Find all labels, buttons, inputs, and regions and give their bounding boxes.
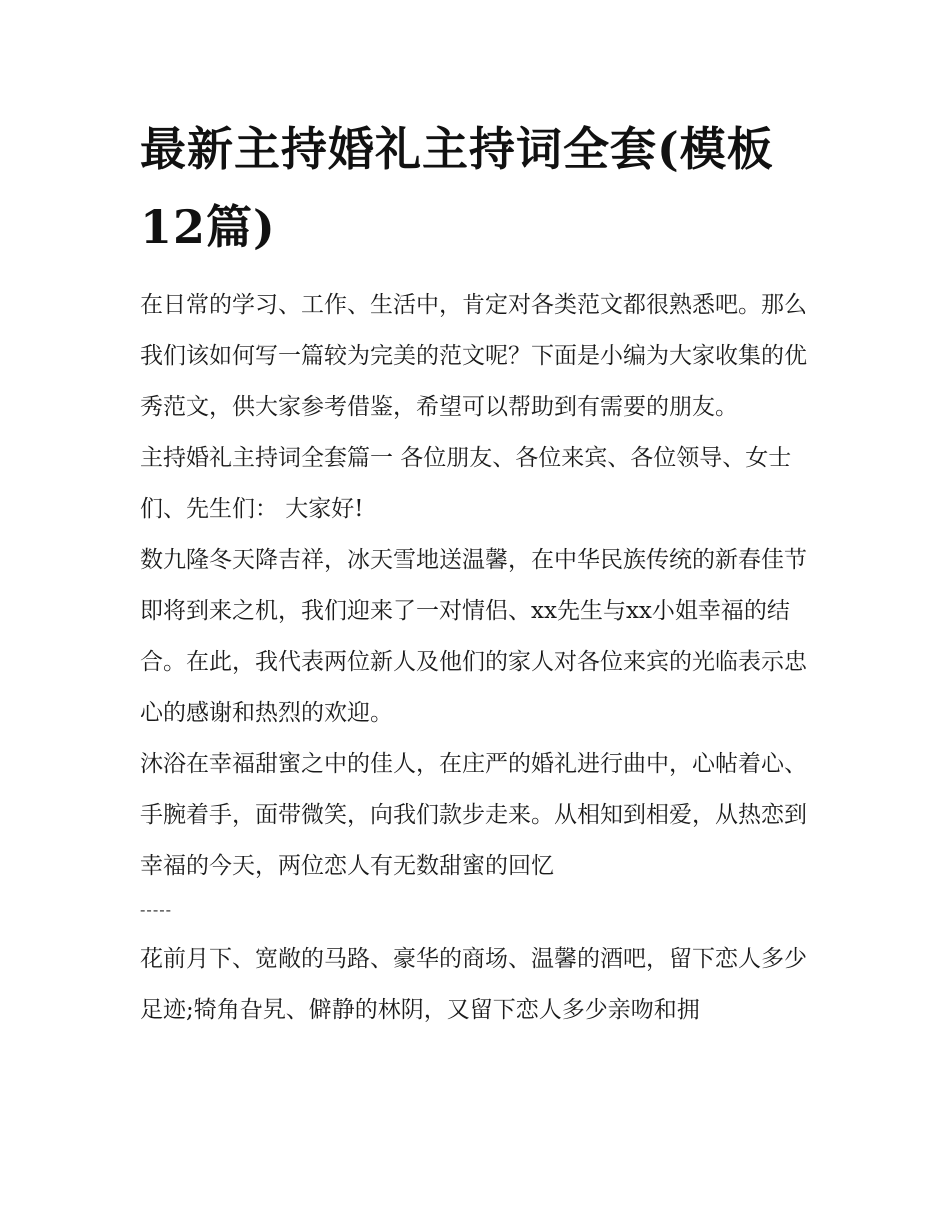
continuation-paragraph: 花前月下、宽敞的马路、豪华的商场、温馨的酒吧，留下恋人多少足迹;犄角旮旯、僻静的林阴，又留下恋人多少亲吻和拥 <box>140 946 807 1023</box>
document-title: 最新主持婚礼主持词全套(模板12篇) <box>140 122 774 254</box>
section-separator: ----- <box>140 900 173 919</box>
couple-paragraph: 沐浴在幸福甜蜜之中的佳人，在庄严的婚礼进行曲中，心帖着心、手腕着手，面带微笑，向我们款步走来。从相知到相爱，从热恋到幸福的今天，两位恋人有无数甜蜜的回忆 <box>140 751 807 879</box>
greeting-paragraph: 主持婚礼主持词全套篇一 各位朋友、各位来宾、各位领导、女士们、先生们： 大家好! <box>140 445 792 522</box>
document-content <box>140 110 820 1036</box>
intro-paragraph: 在日常的学习、工作、生活中，肯定对各类范文都很熟悉吧。那么我们该如何写一篇较为完美的范文呢？下面是小编为大家收集的优秀范文，供大家参考借鉴，希望可以帮助到有需要的朋友。 <box>140 292 807 420</box>
opening-paragraph: 数九隆冬天降吉祥，冰天雪地送温馨，在中华民族传统的新春佳节即将到来之机，我们迎来了一对情侣、xx先生与xx小姐幸福的结合。在此，我代表两位新人及他们的家人对各位来宾的光临表示忠心的感谢和热烈的欢迎。 <box>140 547 807 726</box>
